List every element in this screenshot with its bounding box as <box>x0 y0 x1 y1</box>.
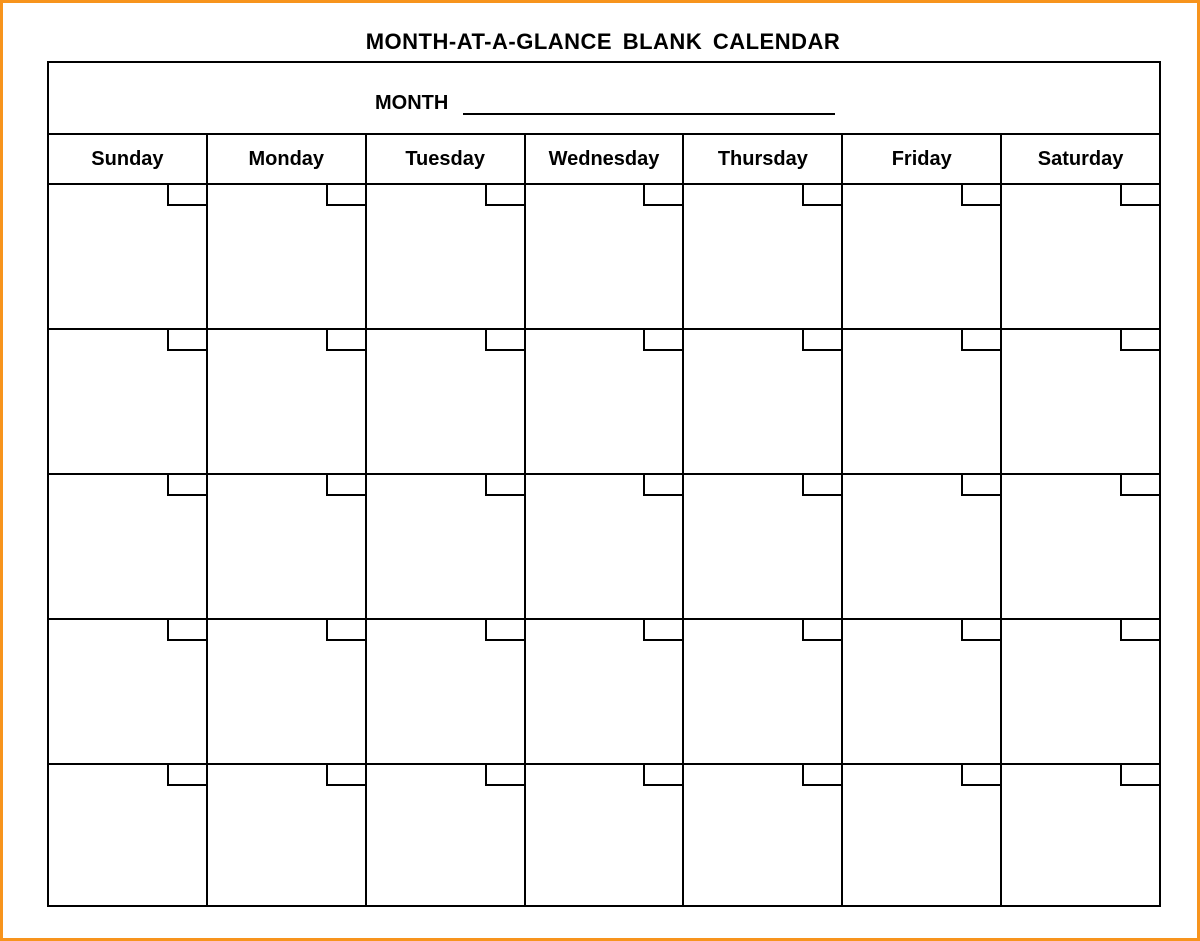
month-label: MONTH <box>375 92 449 114</box>
weekday-header-wednesday: Wednesday <box>526 135 685 183</box>
calendar-title: MONTH-AT-A-GLANCE BLANK CALENDAR <box>365 29 841 54</box>
date-number-box <box>643 765 682 786</box>
day-cell <box>208 475 367 618</box>
day-cell <box>526 620 685 763</box>
date-number-box <box>485 620 524 641</box>
date-number-box <box>485 330 524 351</box>
date-number-box <box>167 475 206 496</box>
weekday-header-sunday: Sunday <box>49 135 208 183</box>
week-row <box>49 185 1159 330</box>
date-number-box <box>802 765 841 786</box>
day-cell <box>843 330 1002 473</box>
date-number-box <box>167 185 206 206</box>
day-cell <box>49 620 208 763</box>
day-cell <box>526 765 685 905</box>
day-cell <box>843 765 1002 905</box>
date-number-box <box>802 620 841 641</box>
date-number-box <box>643 620 682 641</box>
day-cell <box>684 185 843 328</box>
date-number-box <box>167 330 206 351</box>
day-cell <box>684 330 843 473</box>
week-row <box>49 330 1159 475</box>
date-number-box <box>1120 620 1159 641</box>
week-row <box>49 765 1159 905</box>
date-number-box <box>485 475 524 496</box>
day-cell <box>526 185 685 328</box>
date-number-box <box>167 620 206 641</box>
week-row <box>49 475 1159 620</box>
date-number-box <box>326 185 365 206</box>
date-number-box <box>1120 765 1159 786</box>
weekday-header-tuesday: Tuesday <box>367 135 526 183</box>
weekday-header-friday: Friday <box>843 135 1002 183</box>
date-number-box <box>326 620 365 641</box>
date-number-box <box>961 620 1000 641</box>
day-cell <box>367 330 526 473</box>
date-number-box <box>326 475 365 496</box>
day-cell <box>49 475 208 618</box>
date-number-box <box>1120 330 1159 351</box>
day-cell <box>526 475 685 618</box>
day-cell <box>526 330 685 473</box>
date-number-box <box>961 185 1000 206</box>
day-cell <box>367 765 526 905</box>
day-cell <box>208 330 367 473</box>
day-cell <box>843 620 1002 763</box>
date-number-box <box>802 475 841 496</box>
day-cell <box>1002 475 1159 618</box>
day-cell <box>843 185 1002 328</box>
month-write-line <box>463 113 835 115</box>
calendar-grid <box>49 185 1159 905</box>
day-cell <box>843 475 1002 618</box>
day-cell <box>1002 765 1159 905</box>
day-cell <box>367 185 526 328</box>
day-cell <box>49 185 208 328</box>
weekday-header-thursday: Thursday <box>684 135 843 183</box>
weekday-header-row <box>49 135 1159 185</box>
day-cell <box>1002 185 1159 328</box>
day-cell <box>208 620 367 763</box>
calendar-table <box>47 61 1161 907</box>
day-cell <box>684 765 843 905</box>
day-cell <box>1002 620 1159 763</box>
date-number-box <box>485 765 524 786</box>
weekday-header-saturday: Saturday <box>1037 147 1124 170</box>
date-number-box <box>961 330 1000 351</box>
weekday-header-monday: Monday <box>208 135 367 183</box>
date-number-box <box>1120 185 1159 206</box>
day-cell <box>49 330 208 473</box>
day-cell <box>684 620 843 763</box>
date-number-box <box>167 765 206 786</box>
date-number-box <box>485 185 524 206</box>
month-row <box>49 63 1159 135</box>
date-number-box <box>961 475 1000 496</box>
date-number-box <box>961 765 1000 786</box>
date-number-box <box>326 330 365 351</box>
date-number-box <box>802 185 841 206</box>
week-row <box>49 620 1159 765</box>
date-number-box <box>643 185 682 206</box>
date-number-box <box>643 330 682 351</box>
date-number-box <box>326 765 365 786</box>
date-number-box <box>802 330 841 351</box>
day-cell <box>367 620 526 763</box>
date-number-box <box>1120 475 1159 496</box>
day-cell <box>208 765 367 905</box>
day-cell <box>49 765 208 905</box>
day-cell <box>367 475 526 618</box>
day-cell <box>1002 330 1159 473</box>
day-cell <box>208 185 367 328</box>
date-number-box <box>643 475 682 496</box>
day-cell <box>684 475 843 618</box>
